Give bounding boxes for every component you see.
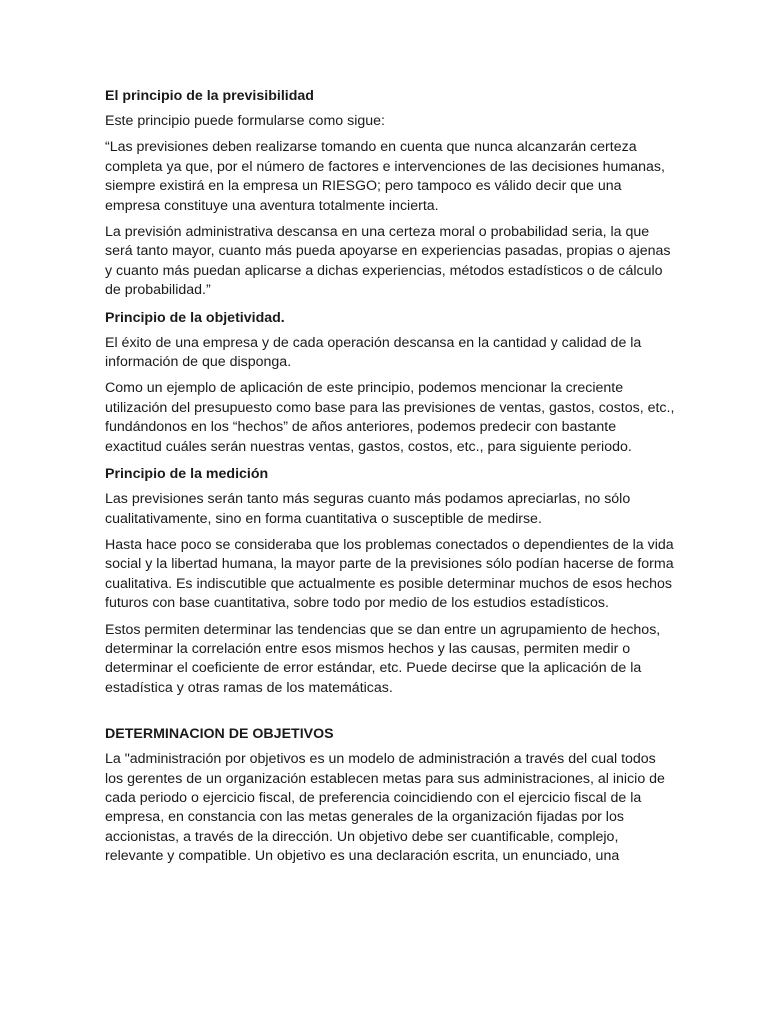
paragraph: Hasta hace poco se consideraba que los problemas conectados o dependientes de la vida social y la libertad humana, la mayor parte de la previsiones sólo podían hacerse de forma cualitativa. Es indiscutible que actualmente es posible determinar muchos de esos hechos futuros con base cuantitativa, sobre todo por medio de los estudios estadísticos. [105, 536, 674, 612]
heading-objetividad: Principio de la objetividad. [105, 309, 285, 326]
document-page [105, 86, 675, 874]
paragraph: Las previsiones serán tanto más seguras cuanto más podamos apreciarlas, no sólo cualitativamente, sino en forma cuantitativa o susceptible de medirse. [105, 491, 631, 527]
paragraph: El éxito de una empresa y de cada operación descansa en la cantidad y calidad de la información de que disponga. [105, 334, 642, 371]
paragraph: “Las previsiones deben realizarse tomando en cuenta que nunca alcanzarán certeza completa ya que, por el número de factores e intervenciones de las decisiones humanas, siempre existirá en la empresa un RIESGO; pero tampoco es válido decir que una empresa constituye una aventura totalmente incierta. [105, 139, 665, 214]
heading-previsibilidad: El principio de la previsibilidad [105, 88, 314, 104]
heading-medicion: Principio de la medición [105, 466, 269, 483]
paragraph: La "administración por objetivos es un modelo de administración a través del cual todos los gerentes de un organización establecen metas para sus administraciones, al inicio de cada periodo o ejercicio fiscal, de preferencia coincidiendo con el ejercicio fiscal de la empresa, en constancia con las metas generales de la organización fijadas por los accionistas, a través de la dirección. Un objetivo debe ser cuantificable, complejo, relevante y compatible. Un objetivo es una declaración escrita, un enunciado, una [105, 751, 665, 865]
paragraph: Este principio puede formularse como sigue: [105, 113, 385, 129]
section-spacer [105, 705, 675, 724]
paragraph: Como un ejemplo de aplicación de este principio, podemos mencionar la creciente utilización del presupuesto como base para las previsiones de ventas, gastos, costos, etc., fundándonos en los “hechos” de años anteriores, podemos predecir con bastante exactitud cuáles serán nuestras ventas, gastos, costos, etc., para siguiente periodo. [105, 380, 675, 455]
paragraph: La previsión administrativa descansa en una certeza moral o probabilidad seria, la que será tanto mayor, cuanto más pueda apoyarse en experiencias pasadas, propias o ajenas y cuanto más puedan aplicarse a dichas experiencias, métodos estadísticos o de cálculo de probabilidad.” [105, 224, 671, 299]
heading-objetivos: DETERMINACION DE OBJETIVOS [105, 726, 334, 743]
paragraph: Estos permiten determinar las tendencias que se dan entre un agrupamiento de hechos, determinar la correlación entre esos mismos hechos y las causas, permiten medir o determinar el coeficiente de error estándar, etc. Puede decirse que la aplicación de la estadística y otras ramas de los matemáticas. [105, 621, 661, 696]
